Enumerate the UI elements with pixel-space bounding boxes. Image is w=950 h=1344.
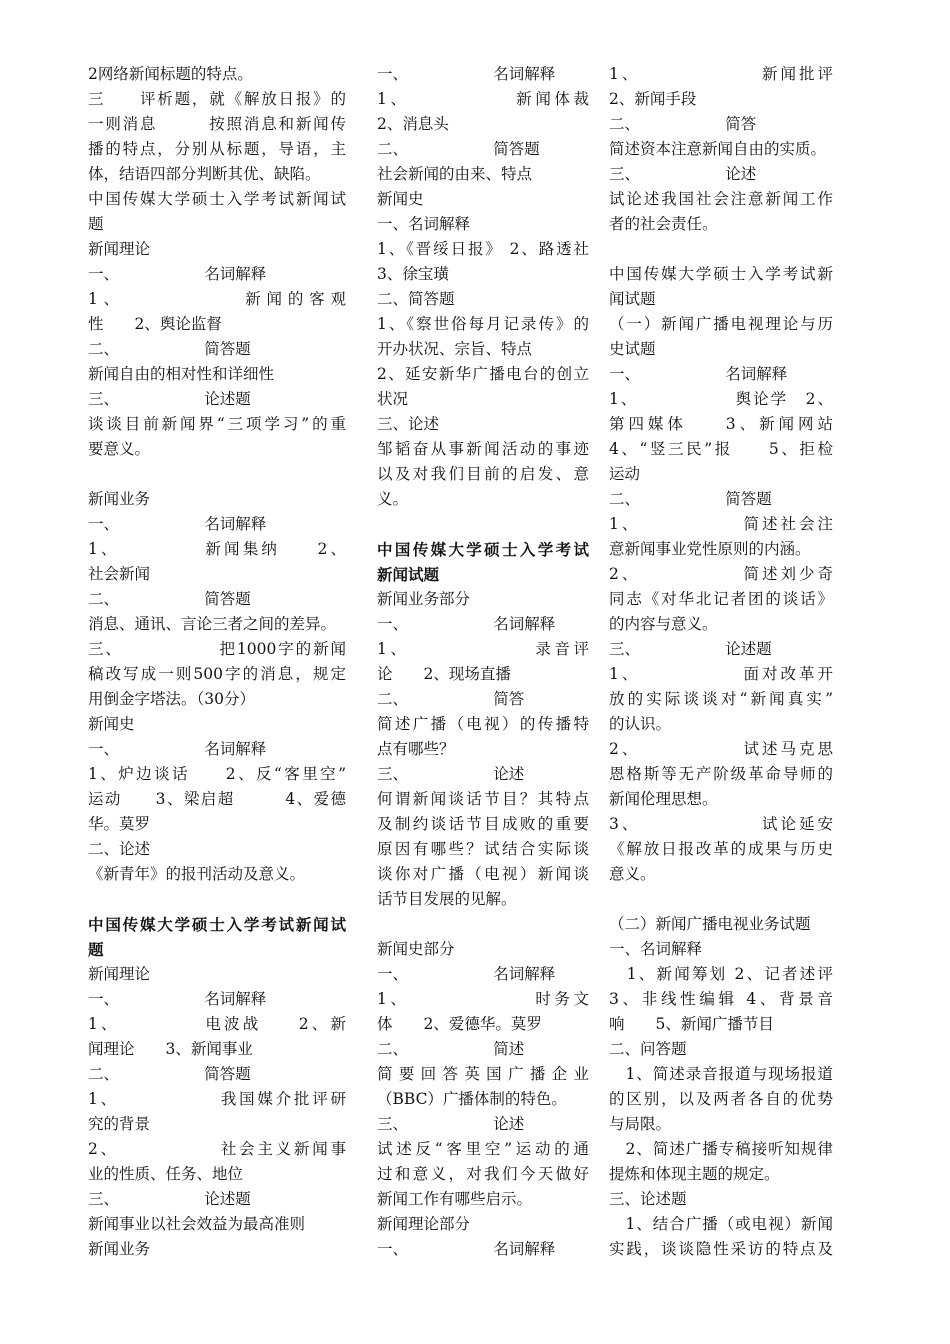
text-line: 三、 把1000字的新闻 bbox=[88, 640, 346, 658]
text-line: 开办状况、宗旨、特点 bbox=[377, 340, 533, 358]
text-line: 简要回答英国广播企业 bbox=[377, 1065, 589, 1083]
text-line: 体，结语四部分判断其优、缺陷。 bbox=[88, 165, 321, 183]
text-line: 提炼和体现主题的规定。 bbox=[609, 1165, 780, 1183]
text-line: 响 5、新闻广播节目 bbox=[609, 1015, 774, 1033]
text-line: 1、 我国媒介批评研 bbox=[88, 1090, 346, 1108]
text-line: 三、 论述 bbox=[377, 1115, 525, 1133]
text-line: 运动 3、梁启超 4、爱德 bbox=[88, 790, 346, 808]
text-line: 一、 名词解释 bbox=[377, 965, 556, 983]
text-line: 中国传媒大学硕士入学考试新闻试 bbox=[88, 190, 346, 208]
text-line: 社会新闻的由来、特点 bbox=[377, 165, 533, 183]
text-line: 新闻事业以社会效益为最高准则 bbox=[88, 1215, 306, 1233]
blank-line bbox=[377, 912, 589, 937]
text-line: （二）新闻广播电视业务试题 bbox=[609, 915, 811, 933]
text-line: 1、新闻筹划 2、记者述评 bbox=[609, 965, 833, 983]
text-line: 二、 简答题 bbox=[88, 590, 251, 608]
text-line: 闻试题 bbox=[609, 290, 656, 308]
text-line: 二、论述 bbox=[88, 840, 151, 858]
text-line: 以及对我们目前的启发、意 bbox=[377, 465, 589, 483]
text-line: 二、 简答 bbox=[609, 115, 757, 133]
text-line: 新闻理论 bbox=[88, 240, 151, 258]
text-line: 2、 试述马克思 bbox=[609, 740, 833, 758]
text-line: 新闻业务 bbox=[88, 490, 151, 508]
text-line: 究的背景 bbox=[88, 1115, 151, 1133]
text-line: 运动 bbox=[609, 465, 641, 483]
text-line: 题 bbox=[88, 215, 104, 233]
text-line: 4、“竖三民”报 5、拒检 bbox=[609, 440, 833, 458]
text-line: 1、简述录音报道与现场报道 bbox=[609, 1065, 833, 1083]
text-line: 谈谈目前新闻界“三项学习”的重 bbox=[88, 415, 346, 433]
text-line: 播的特点，分别从标题，导语，主 bbox=[88, 140, 346, 158]
blank-line bbox=[88, 887, 346, 912]
blank-line bbox=[377, 512, 589, 537]
text-line: 第四媒体 3、新闻网站 bbox=[609, 415, 833, 433]
text-column-right bbox=[609, 62, 833, 1262]
text-line: 一则消息 按照消息和新闻传 bbox=[88, 115, 346, 133]
text-line: 消息、通讯、言论三者之间的差异。 bbox=[88, 615, 337, 633]
text-line: 新闻史 bbox=[377, 190, 424, 208]
text-line: 二、 简答 bbox=[377, 690, 525, 708]
text-line: 2、消息头 bbox=[377, 115, 449, 133]
text-line: 简述广播（电视）的传播特 bbox=[377, 715, 589, 733]
text-line: 新闻史 bbox=[88, 715, 135, 733]
text-line: 过和意义，对我们今天做好 bbox=[377, 1165, 589, 1183]
text-line: 二、 简答题 bbox=[609, 490, 772, 508]
text-line: 新闻工作有哪些启示。 bbox=[377, 1190, 533, 1208]
text-line: （一）新闻广播电视理论与历 bbox=[609, 315, 833, 333]
text-line: 一、 名词解释 bbox=[88, 740, 267, 758]
text-line: 一、 名词解释 bbox=[88, 515, 267, 533]
text-line: 一、名词解释 bbox=[609, 940, 703, 958]
text-line: 1、 新闻的客观 bbox=[88, 290, 346, 308]
text-line: 2网络新闻标题的特点。 bbox=[88, 65, 253, 83]
text-line: 2、 简述刘少奇 bbox=[609, 565, 833, 583]
text-line: 点有哪些？ bbox=[377, 740, 455, 758]
text-column-left bbox=[88, 62, 346, 1262]
text-line: 试论述我国社会注意新闻工作 bbox=[609, 190, 833, 208]
section-heading: 中国传媒大学硕士入学考试 bbox=[377, 540, 589, 559]
text-line: 的区别，以及两者各自的优势 bbox=[609, 1090, 833, 1108]
text-line: 一、 名词解释 bbox=[88, 990, 267, 1008]
text-line: 1、《察世俗每月记录传》的 bbox=[377, 315, 589, 333]
text-line: 一、 名词解释 bbox=[609, 365, 788, 383]
text-line: 一、 名词解释 bbox=[88, 265, 267, 283]
text-line: 2、延安新华广播电台的创立 bbox=[377, 365, 589, 383]
text-line: 论 2、现场直播 bbox=[377, 665, 511, 683]
text-line: 《解放日报改革的成果与历史 bbox=[609, 840, 833, 858]
text-line: 三、 论述题 bbox=[609, 640, 772, 658]
text-line: 三 评析题，就《解放日报》的 bbox=[88, 90, 346, 108]
text-line: 1、 录音评 bbox=[377, 640, 589, 658]
text-line: 同志《对华北记者团的谈话》 bbox=[609, 590, 833, 608]
text-line: 邹韬奋从事新闻活动的事迹 bbox=[377, 440, 589, 458]
text-line: 1、 时务文 bbox=[377, 990, 589, 1008]
text-line: 二、 简答题 bbox=[377, 140, 540, 158]
text-line: 新闻伦理思想。 bbox=[609, 790, 718, 808]
text-line: 与局限。 bbox=[609, 1115, 672, 1133]
text-line: 新闻业务 bbox=[88, 1240, 151, 1258]
text-line: 三、 论述 bbox=[377, 765, 525, 783]
section-heading: 题 bbox=[88, 940, 104, 959]
text-line: 新闻史部分 bbox=[377, 940, 455, 958]
text-line: 2、简述广播专稿接听知规律 bbox=[609, 1140, 833, 1158]
text-line: 体 2、爱德华。莫罗 bbox=[377, 1015, 542, 1033]
text-line: 1、 舆论学 2、 bbox=[609, 390, 833, 408]
text-column-middle bbox=[377, 62, 589, 1262]
text-line: 何谓新闻谈话节目？其特点 bbox=[377, 790, 589, 808]
text-line: 稿改写成一则500字的消息，规定 bbox=[88, 665, 346, 683]
text-line: 社会新闻 bbox=[88, 565, 151, 583]
text-line: 三、论述题 bbox=[609, 1190, 687, 1208]
text-line: 义。 bbox=[377, 490, 409, 508]
text-line: 二、简答题 bbox=[377, 290, 455, 308]
text-line: 的认识。 bbox=[609, 715, 672, 733]
text-line: 中国传媒大学硕士入学考试新 bbox=[609, 265, 833, 283]
text-line: 一、 名词解释 bbox=[377, 615, 556, 633]
text-line: 二、问答题 bbox=[609, 1040, 687, 1058]
text-line: 意义。 bbox=[609, 865, 656, 883]
text-line: 二、 简述 bbox=[377, 1040, 525, 1058]
text-line: 新闻业务部分 bbox=[377, 590, 471, 608]
text-line: 及制约谈话节目成败的重要 bbox=[377, 815, 589, 833]
section-heading: 中国传媒大学硕士入学考试新闻试 bbox=[88, 915, 346, 934]
text-line: 三、 论述题 bbox=[88, 1190, 251, 1208]
text-line: 者的社会责任。 bbox=[609, 215, 718, 233]
text-line: 1、《晋绥日报》 2、路透社 bbox=[377, 240, 589, 258]
text-line: 要意义。 bbox=[88, 440, 151, 458]
text-line: 史试题 bbox=[609, 340, 656, 358]
text-line: 原因有哪些？试结合实际谈 bbox=[377, 840, 589, 858]
blank-line bbox=[609, 887, 833, 912]
text-line: 3、徐宝璜 bbox=[377, 265, 449, 283]
text-line: 放的实际谈谈对“新闻真实” bbox=[609, 690, 833, 708]
blank-line bbox=[88, 462, 346, 487]
text-line: 三、 论述 bbox=[609, 165, 757, 183]
text-line: 二、 简答题 bbox=[88, 1065, 251, 1083]
text-line: 状况 bbox=[377, 390, 409, 408]
text-line: 用倒金字塔法。（30分） bbox=[88, 690, 255, 708]
text-line: 话节目发展的见解。 bbox=[377, 890, 517, 908]
text-line: 1、 新闻体裁 bbox=[377, 90, 589, 108]
text-line: 1、 电波战 2、新 bbox=[88, 1015, 346, 1033]
text-line: 3、 试论延安 bbox=[609, 815, 833, 833]
text-line: 1、 简述社会注 bbox=[609, 515, 833, 533]
text-line: 1、炉边谈话 2、反“客里空” bbox=[88, 765, 346, 783]
text-line: 三、论述 bbox=[377, 415, 440, 433]
text-line: 实践，谈谈隐性采访的特点及 bbox=[609, 1240, 833, 1258]
text-line: 闻理论 3、新闻事业 bbox=[88, 1040, 253, 1058]
text-line: 新闻理论部分 bbox=[377, 1215, 471, 1233]
text-line: 简述资本注意新闻自由的实质。 bbox=[609, 140, 827, 158]
text-line: 新闻理论 bbox=[88, 965, 151, 983]
text-line: （BBC）广播体制的特色。 bbox=[377, 1090, 567, 1108]
text-line: 华。莫罗 bbox=[88, 815, 151, 833]
text-line: 业的性质、任务、地位 bbox=[88, 1165, 244, 1183]
text-line: 试述反“客里空”运动的通 bbox=[377, 1140, 589, 1158]
blank-line bbox=[609, 237, 833, 262]
text-line: 3、非线性编辑 4、背景音 bbox=[609, 990, 833, 1008]
text-line: 2、 社会主义新闻事 bbox=[88, 1140, 346, 1158]
text-line: 一、 名词解释 bbox=[377, 65, 556, 83]
text-line: 2、新闻手段 bbox=[609, 90, 697, 108]
text-line: 一、名词解释 bbox=[377, 215, 471, 233]
text-line: 意新闻事业党性原则的内涵。 bbox=[609, 540, 811, 558]
text-line: 三、 论述题 bbox=[88, 390, 251, 408]
text-line: 的内容与意义。 bbox=[609, 615, 718, 633]
text-line: 谈你对广播（电视）新闻谈 bbox=[377, 865, 589, 883]
text-line: 恩格斯等无产阶级革命导师的 bbox=[609, 765, 833, 783]
text-line: 1、 新闻集纳 2、 bbox=[88, 540, 346, 558]
text-line: 1、 面对改革开 bbox=[609, 665, 833, 683]
text-line: 新闻自由的相对性和详细性 bbox=[88, 365, 275, 383]
text-line: 性 2、舆论监督 bbox=[88, 315, 222, 333]
section-heading: 新闻试题 bbox=[377, 565, 440, 584]
text-line: 《新青年》的报刊活动及意义。 bbox=[88, 865, 306, 883]
text-line: 一、 名词解释 bbox=[377, 1240, 556, 1258]
text-line: 1、 新闻批评 bbox=[609, 65, 833, 83]
text-line: 二、 简答题 bbox=[88, 340, 251, 358]
text-line: 1、结合广播（或电视）新闻 bbox=[609, 1215, 833, 1233]
